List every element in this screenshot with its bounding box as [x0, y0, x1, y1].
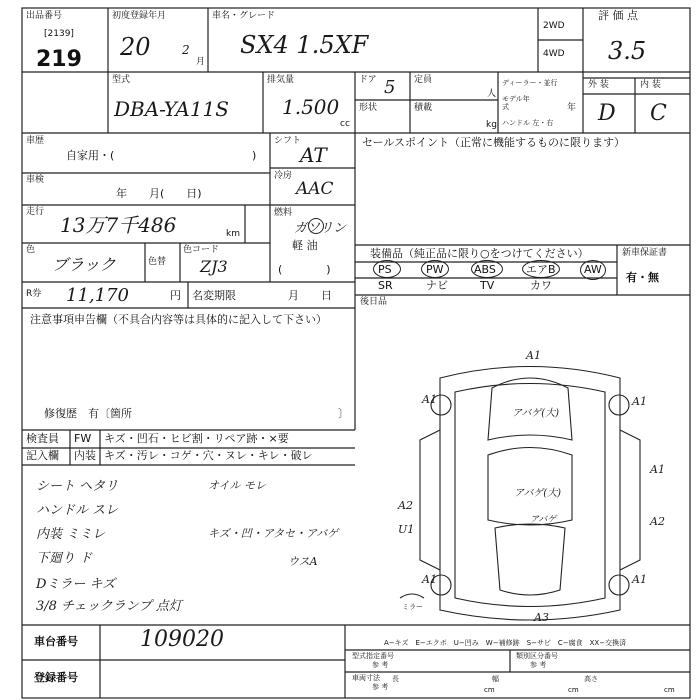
warranty-label: 新車保証書: [622, 248, 668, 258]
color-code-label: 色コード: [183, 245, 220, 255]
after-label: 後日品: [360, 297, 388, 307]
person-unit: 人: [487, 89, 497, 99]
shift-value: AT: [300, 143, 327, 167]
color-value: ブラック: [52, 255, 116, 274]
mark-roof-1: アバゲ(大): [512, 408, 560, 419]
mark-a2-right: A2: [650, 515, 665, 528]
note-1a: シート ヘタリ: [36, 479, 119, 494]
cm-3: cm: [664, 686, 675, 694]
equip-abs: ABS: [474, 263, 496, 276]
tax-label: 名変期限: [192, 289, 236, 302]
mark-a1-top: A1: [526, 349, 541, 362]
fw-label: FW: [74, 432, 92, 445]
inspector-label: 検査員: [26, 432, 59, 445]
equip-ps-circle: [373, 260, 401, 278]
equip-navi: ナビ: [426, 279, 448, 292]
interior-record-label: 内装: [74, 449, 96, 462]
lot-code: [2139]: [44, 29, 74, 39]
mark-a1-right-mid: A1: [650, 463, 665, 476]
shaken-label: 車検: [26, 175, 45, 185]
cc-unit: cc: [340, 119, 350, 129]
shaken-date: 年 月( 日): [116, 187, 202, 200]
chassis-label: 車台番号: [34, 635, 78, 648]
equip-abs-circle: [471, 260, 503, 278]
dealer-label: ディーラー・並行: [502, 79, 558, 87]
lot-no: 219: [36, 47, 82, 72]
drive-2wd: 2WD: [543, 21, 565, 31]
year-unit: 年: [567, 103, 577, 113]
shift-label: シフト: [274, 136, 302, 146]
diagram-legend: A−キズ E−エクボ U−凹み W−補修跡 S−サビ C−腐食 XX−交換済: [384, 639, 627, 647]
model-name: SX4 1.5XF: [240, 31, 369, 59]
tax-date: 月 日: [288, 289, 332, 302]
equip-pw: PW: [426, 263, 444, 276]
load-label: 積載: [414, 103, 433, 113]
form-sub: 参 考: [372, 661, 389, 669]
model-year-label: モデル年式: [502, 95, 530, 111]
note-2: ハンドル スレ: [36, 503, 119, 518]
equip-aw: AW: [584, 263, 602, 276]
shape-label: 形状: [359, 103, 378, 113]
fuel-parens: ( ): [278, 263, 331, 276]
record-label: 記入欄: [26, 449, 59, 462]
mark-a3-bottom: A3: [534, 611, 549, 624]
interior-items: キズ・汚レ・コゲ・穴・ヌレ・キレ・破レ: [104, 449, 313, 462]
cm-1: cm: [484, 686, 495, 694]
note-4a: 下廻り ド: [36, 551, 93, 566]
history-label: 車歴: [26, 136, 45, 146]
reg-month: 2: [182, 43, 190, 57]
length-label: 車両寸法: [352, 674, 380, 682]
equip-ps: PS: [378, 263, 392, 276]
mark-roof-2: アバゲ(大): [514, 488, 562, 499]
drive-4wd: 4WD: [543, 49, 565, 59]
interior-grade: C: [650, 101, 667, 126]
equip-tv: TV: [480, 279, 495, 292]
declaration-label: 注意事項申告欄（不具合内容等は具体的に記入して下さい）: [30, 313, 327, 326]
fuel-gasoline: ガソリン: [294, 221, 347, 236]
form-label: 型式指定番号: [352, 652, 394, 660]
reg-year: 20: [120, 33, 151, 61]
mirror-label: ミラー: [402, 603, 423, 611]
width-label: 幅: [492, 675, 499, 683]
displacement-label: 排気量: [267, 75, 295, 85]
history-paren: ): [252, 149, 257, 162]
color-code-value: ZJ3: [200, 257, 228, 276]
repair-history: 修復歴 有〔箇所: [44, 407, 132, 420]
color-label: 色: [26, 245, 36, 255]
kg-unit: kg: [486, 120, 497, 130]
recycle-label: R券: [26, 289, 42, 299]
chassis-value: 109020: [140, 627, 224, 652]
exterior-grade: D: [598, 101, 616, 126]
fuel-label: 燃料: [274, 208, 293, 218]
long-label: 長: [392, 675, 399, 683]
capacity-label: 定員: [414, 75, 433, 85]
yen-unit: 円: [170, 289, 181, 302]
mark-a2-left: A2: [398, 499, 413, 512]
note-4b: ウスA: [288, 555, 318, 568]
first-reg-label: 初度登録年月: [112, 11, 167, 21]
repair-bracket: 〕: [338, 407, 349, 420]
handle-label: ハンドル 左・右: [502, 119, 554, 127]
displacement-value: 1.500: [282, 95, 340, 119]
history-value: 自家用・(: [66, 149, 115, 162]
equip-airbag-circle: [522, 260, 560, 278]
equip-pw-circle: [421, 260, 449, 278]
doors-label: ドア: [359, 75, 377, 85]
ac-value: AAC: [296, 179, 334, 199]
cm-2: cm: [568, 686, 579, 694]
warranty-value: 有・無: [626, 271, 659, 284]
lot-no-label: 出品番号: [26, 11, 63, 21]
type-value: DBA-YA11S: [114, 97, 229, 121]
mark-a1-right-bottom: A1: [632, 573, 647, 586]
exterior-label: 外 装: [588, 80, 609, 90]
note-1b: オイル モレ: [208, 479, 266, 492]
equip-leather: カワ: [530, 279, 552, 292]
selling-points-label: セールスポイント（正常に機能するものに限ります）: [362, 136, 626, 149]
fuel-circle-mark: [308, 218, 324, 234]
mark-u1-left: U1: [398, 523, 415, 536]
height-label: 高さ: [584, 675, 598, 683]
mileage-value: 13万7千486: [60, 213, 177, 237]
ac-label: 冷房: [274, 171, 293, 181]
mileage-label: 走行: [26, 207, 45, 217]
equip-airbag: エアB: [526, 263, 556, 276]
equipment-label: 装備品（純正品に限り○をつけてください）: [370, 247, 589, 260]
note-3b: キズ・凹・アタセ・アバゲ: [208, 527, 339, 540]
mark-a1-right-top: A1: [632, 395, 647, 408]
class-label: 類別区分番号: [516, 652, 558, 660]
model-label: 車名・グレード: [212, 11, 276, 21]
equip-sr: SR: [378, 279, 393, 292]
mark-a1-left-top: A1: [422, 393, 437, 406]
equip-aw-circle: [580, 260, 606, 280]
note-6: 3/8 チェックランプ 点灯: [36, 599, 182, 614]
type-label: 型式: [112, 75, 131, 85]
mark-a1-left-bottom: A1: [422, 573, 437, 586]
interior-label: 内 装: [640, 80, 661, 90]
mark-roof-3: アバゲ: [530, 515, 557, 525]
fuel-diesel: 軽 油: [292, 239, 318, 252]
note-3a: 内装 ミミレ: [36, 527, 106, 542]
doors-value: 5: [384, 77, 396, 98]
month-unit: 月: [196, 57, 206, 67]
recycle-value: 11,170: [66, 285, 129, 306]
color-change-label: 色替: [148, 257, 167, 267]
grade-value: 3.5: [608, 37, 647, 65]
class-sub: 参 考: [530, 661, 547, 669]
km-unit: km: [226, 229, 240, 239]
reg-label: 登録番号: [34, 671, 78, 684]
length-sub: 参 考: [372, 683, 389, 691]
grade-label: 評 価 点: [598, 9, 638, 22]
note-5: Dミラー キズ: [36, 577, 116, 592]
fw-items: キズ・凹石・ヒビ割・リペア跡・×要: [104, 432, 289, 445]
